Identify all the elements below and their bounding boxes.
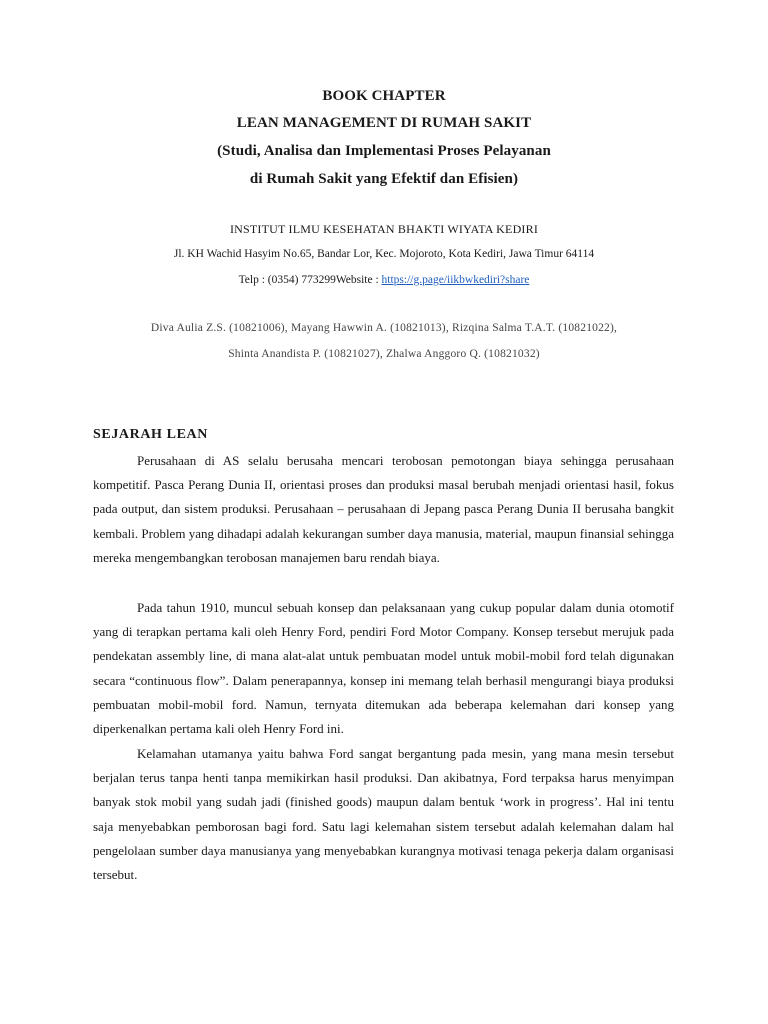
- book-title: LEAN MANAGEMENT DI RUMAH SAKIT: [236, 115, 532, 131]
- paragraph-2: [93, 596, 674, 741]
- authors-line-1: Diva Aulia Z.S. (10821006), Mayang Hawwin A. (10821013), Rizqina Salma T.A.T. (10821022),: [150, 322, 618, 334]
- authors-line-2: Shinta Anandista P. (10821027), Zhalwa Anggoro Q. (10821032): [228, 348, 540, 360]
- paragraph-3-text: Kelamahan utamanya yaitu bahwa Ford sangat bergantung pada mesin, yang mana mesin tersebut berjalan terus tanpa henti tanpa memikirkan hasil produksi. Dan akibatnya, Ford terpaksa harus menyimpan banyak stok mobil yang sudah jadi (finished goods) maupun dalam bentuk ‘work in progress’. Hal ini tentu saja menyebabkan pemborosan bagi ford. Satu lagi kelemahan sistem tersebut adalah kelemahan dalam hal pengelolaan sumber daya manusianya yang menyebabkan kurangnya motivasi tenaga pekerja dalam organisasi tersebut.: [93, 746, 674, 883]
- institution-name: INSTITUT ILMU KESEHATAN BHAKTI WIYATA KEDIRI: [229, 222, 539, 236]
- paragraph-1: [93, 449, 674, 570]
- section-heading: SEJARAH LEAN: [93, 427, 208, 442]
- institution-contact: [0, 274, 768, 286]
- institution-address: Jl. KH Wachid Hasyim No.65, Bandar Lor, Kec. Mojoroto, Kota Kediri, Jawa Timur 64114: [173, 248, 595, 260]
- book-chapter-label: BOOK CHAPTER: [322, 88, 446, 104]
- website-link[interactable]: https://g.page/iikbwkediri?share: [381, 274, 530, 286]
- book-subtitle-line2: di Rumah Sakit yang Efektif dan Efisien): [249, 171, 519, 187]
- paragraph-3: [93, 742, 674, 887]
- book-subtitle-line1: (Studi, Analisa dan Implementasi Proses Pelayanan: [217, 143, 551, 159]
- paragraph-2-text: Pada tahun 1910, muncul sebuah konsep dan pelaksanaan yang cukup popular dalam dunia otomotif yang di terapkan pertama kali oleh Henry Ford, pendiri Ford Motor Company. Konsep tersebut merujuk pada pendekatan assembly line, di mana alat-alat untuk pembuatan model untuk mobil-mobil ford telah digunakan secara “continuous flow”. Dalam penerapannya, konsep ini memang telah berhasil mengurangi biaya produksi pembuatan mobil-mobil ford. Namun, ternyata ditemukan ada beberapa kelemahan dari konsep yang diperkenalkan pertama kali oleh Henry Ford ini.: [93, 600, 674, 737]
- contact-phone: Telp : (0354) 773299Website :: [238, 274, 382, 286]
- paragraph-1-text: Perusahaan di AS selalu berusaha mencari terobosan pemotongan biaya sehingga perusahaan kompetitif. Pasca Perang Dunia II, orientasi proses dan produksi masal berubah menjadi orientasi hasil, fokus pada output, dan sistem produksi. Perusahaan – perusahaan di Jepang pasca Perang Dunia II berusaha bangkit kembali. Problem yang dihadapi adalah kekurangan sumber daya manusia, material, maupun finansial sehingga mereka mengembangkan terobosan manajemen baru rendah biaya.: [93, 453, 674, 565]
